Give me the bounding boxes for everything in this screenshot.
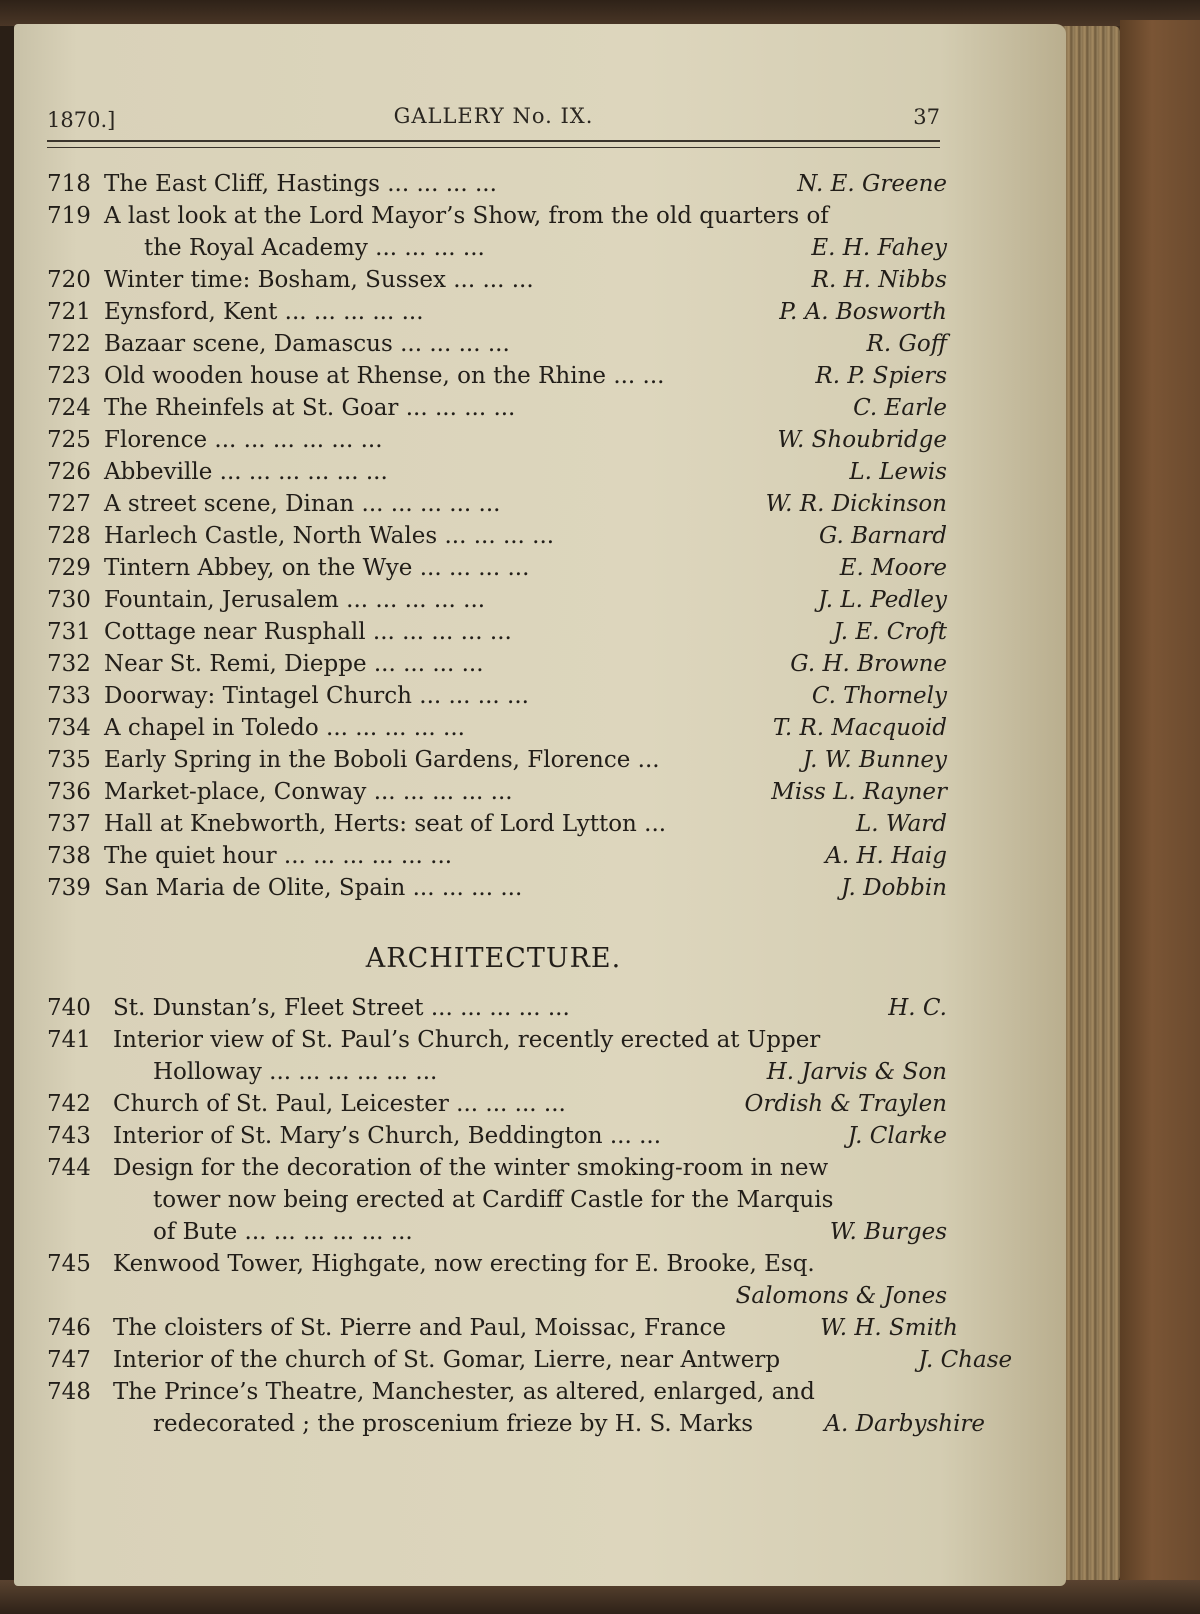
entry-number: 731 xyxy=(47,619,91,645)
entry-number: 726 xyxy=(47,459,91,485)
catalogue-entry xyxy=(47,872,947,904)
entry-artist: Miss L. Rayner xyxy=(771,779,947,805)
entry-number: 736 xyxy=(47,779,91,805)
header-title: GALLERY No. IX. xyxy=(393,104,594,128)
entry-number: 724 xyxy=(47,395,91,421)
catalogue-entry xyxy=(47,1056,947,1088)
catalogue-entry xyxy=(47,360,947,392)
catalogue-entry xyxy=(47,552,947,584)
catalogue-entry xyxy=(47,1376,947,1408)
catalogue-entry xyxy=(47,1120,947,1152)
entry-title: San Maria de Olite, Spain ... ... ... ... xyxy=(104,875,523,901)
header-rule-thin xyxy=(47,147,940,148)
entry-number-blank xyxy=(47,1184,111,1216)
entry-title: Market-place, Conway ... ... ... ... ... xyxy=(104,779,513,805)
entry-number: 734 xyxy=(47,715,91,741)
entry-number: 742 xyxy=(47,1091,91,1117)
entry-number: 735 xyxy=(47,747,91,773)
catalogue-entry xyxy=(47,1216,947,1248)
architecture-list xyxy=(47,992,1013,1440)
entry-title: The Prince’s Theatre, Manchester, as altered, enlarged, and xyxy=(113,1379,815,1405)
entry-artist: E. H. Fahey xyxy=(811,235,947,261)
entry-number: 739 xyxy=(47,875,91,901)
entry-title: Abbeville ... ... ... ... ... ... xyxy=(104,459,388,485)
catalogue-entry xyxy=(47,264,947,296)
entry-number: 722 xyxy=(47,331,91,357)
entry-title: The East Cliff, Hastings ... ... ... ... xyxy=(104,171,497,197)
catalogue-entry xyxy=(47,584,947,616)
book-cover-left xyxy=(0,0,14,1614)
entry-number-blank xyxy=(47,232,102,264)
entry-title: Bazaar scene, Damascus ... ... ... ... xyxy=(104,331,510,357)
entry-artist: J. E. Croft xyxy=(833,619,947,645)
running-header xyxy=(47,100,940,140)
book-cover-top xyxy=(0,0,1200,26)
entry-title: Harlech Castle, North Wales ... ... ... ... xyxy=(104,523,555,549)
entry-title: Florence ... ... ... ... ... ... xyxy=(104,427,383,453)
entry-title: St. Dunstan’s, Fleet Street ... ... ... ... ... xyxy=(113,995,570,1021)
entry-artist: Ordish & Traylen xyxy=(744,1091,947,1117)
entry-number: 747 xyxy=(47,1347,91,1373)
entry-artist: R. Goff xyxy=(866,331,947,357)
entry-title: Early Spring in the Boboli Gardens, Florence ... xyxy=(104,747,660,773)
catalogue-entry xyxy=(47,296,947,328)
entry-artist: H. C. xyxy=(888,995,947,1021)
entry-number: 718 xyxy=(47,171,91,197)
entry-title: Interior view of St. Paul’s Church, recently erected at Upper xyxy=(113,1027,821,1053)
catalogue-list xyxy=(47,168,947,904)
entry-artist: J. W. Bunney xyxy=(802,747,947,773)
catalogue-entry xyxy=(47,616,947,648)
entry-artist: G. H. Browne xyxy=(790,651,947,677)
catalogue-entry xyxy=(47,680,947,712)
catalogue-entry xyxy=(47,744,947,776)
entry-number: 746 xyxy=(47,1315,91,1341)
entry-number: 730 xyxy=(47,587,91,613)
header-rule xyxy=(47,140,940,142)
entry-title-blank xyxy=(113,1280,715,1312)
entry-number: 719 xyxy=(47,203,91,229)
entry-number-blank xyxy=(47,1056,111,1088)
entry-artist: L. Lewis xyxy=(849,459,947,485)
entry-artist: G. Barnard xyxy=(818,523,947,549)
catalogue-entry xyxy=(47,712,947,744)
catalogue-entry xyxy=(47,488,947,520)
entry-number-blank xyxy=(47,1216,111,1248)
entry-title: Tintern Abbey, on the Wye ... ... ... ... xyxy=(104,555,530,581)
entry-artist: L. Ward xyxy=(856,811,947,837)
entry-artist: C. Thornely xyxy=(811,683,947,709)
entry-title: Interior of the church of St. Gomar, Lierre, near Antwerp xyxy=(113,1347,781,1373)
entry-artist: C. Earle xyxy=(853,395,947,421)
entry-artist: J. Clarke xyxy=(847,1123,947,1149)
catalogue-entry xyxy=(47,328,947,360)
entry-title: Fountain, Jerusalem ... ... ... ... ... xyxy=(104,587,486,613)
entry-artist-blank xyxy=(822,1024,1052,1056)
entry-number: 723 xyxy=(47,363,91,389)
entry-number: 740 xyxy=(47,995,91,1021)
entry-title: The quiet hour ... ... ... ... ... ... xyxy=(104,843,453,869)
entry-artist: N. E. Greene xyxy=(797,171,947,197)
entry-number: 732 xyxy=(47,651,91,677)
section-heading: ARCHITECTURE. xyxy=(365,943,622,974)
catalogue-entry xyxy=(47,392,947,424)
page-number: 37 xyxy=(913,105,940,129)
entry-artist: W. Shoubridge xyxy=(777,427,947,453)
entry-artist: A. Darbyshire xyxy=(824,1411,986,1437)
entry-number: 729 xyxy=(47,555,91,581)
entry-number: 728 xyxy=(47,523,91,549)
book-spine xyxy=(1120,20,1200,1590)
entry-number: 738 xyxy=(47,843,91,869)
entry-title: The Rheinfels at St. Goar ... ... ... ... xyxy=(104,395,516,421)
catalogue-entry xyxy=(47,1024,947,1056)
entry-artist: E. Moore xyxy=(839,555,947,581)
entry-title-continued: of Bute ... ... ... ... ... ... xyxy=(153,1219,413,1245)
entry-number-blank xyxy=(47,1408,111,1440)
catalogue-entry xyxy=(47,1408,986,1440)
catalogue-entry xyxy=(47,456,947,488)
catalogue-entry xyxy=(47,1280,947,1312)
entry-title: The cloisters of St. Pierre and Paul, Moissac, France xyxy=(113,1315,726,1341)
entry-number: 743 xyxy=(47,1123,91,1149)
catalogue-entry xyxy=(47,1312,958,1344)
entry-artist: T. R. Macquoid xyxy=(772,715,947,741)
entry-number: 748 xyxy=(47,1379,91,1405)
entry-number: 741 xyxy=(47,1027,91,1053)
entry-title: A chapel in Toledo ... ... ... ... ... xyxy=(104,715,465,741)
entry-artist-blank xyxy=(817,1376,1047,1408)
entry-title: Design for the decoration of the winter smoking-room in new xyxy=(113,1155,829,1181)
catalogue-entry xyxy=(47,840,947,872)
catalogue-entry xyxy=(47,520,947,552)
entry-title-continued: tower now being erected at Cardiff Castle for the Marquis xyxy=(153,1187,834,1213)
entry-artist: A. H. Haig xyxy=(825,843,947,869)
entry-title: Kenwood Tower, Highgate, now erecting for E. Brooke, Esq. xyxy=(113,1251,815,1277)
catalogue-entry xyxy=(47,648,947,680)
entry-artist: W. Burges xyxy=(829,1219,947,1245)
entry-artist: W. H. Smith xyxy=(820,1315,958,1341)
entry-title-continued: the Royal Academy ... ... ... ... xyxy=(144,235,485,261)
entry-number: 727 xyxy=(47,491,91,517)
entry-artist: R. H. Nibbs xyxy=(811,267,947,293)
entry-artist: J. Dobbin xyxy=(841,875,947,901)
entry-artist: H. Jarvis & Son xyxy=(766,1059,947,1085)
entry-artist: P. A. Bosworth xyxy=(779,299,947,325)
entry-artist: R. P. Spiers xyxy=(815,363,947,389)
entry-artist-blank xyxy=(831,200,1046,232)
catalogue-entry xyxy=(47,1152,947,1184)
catalogue-entry xyxy=(47,1248,947,1280)
entry-title: Hall at Knebworth, Herts: seat of Lord Lytton ... xyxy=(104,811,667,837)
entry-number: 725 xyxy=(47,427,91,453)
entry-number: 720 xyxy=(47,267,91,293)
entry-title: A last look at the Lord Mayor’s Show, from the old quarters of xyxy=(104,203,829,229)
entry-title: Doorway: Tintagel Church ... ... ... ... xyxy=(104,683,529,709)
entry-number: 745 xyxy=(47,1251,91,1277)
entry-artist-blank xyxy=(817,1248,1047,1280)
entry-number: 733 xyxy=(47,683,91,709)
entry-number: 721 xyxy=(47,299,91,325)
header-year: 1870.] xyxy=(47,108,116,132)
catalogue-entry xyxy=(47,1344,1013,1376)
entry-number: 737 xyxy=(47,811,91,837)
entry-title: Near St. Remi, Dieppe ... ... ... ... xyxy=(104,651,484,677)
entry-number: 744 xyxy=(47,1155,91,1181)
entry-title: Interior of St. Mary’s Church, Beddington ... ... xyxy=(113,1123,662,1149)
entry-title-continued: redecorated ; the proscenium frieze by H. S. Marks xyxy=(153,1411,754,1437)
catalogue-entry xyxy=(47,1088,947,1120)
catalogue-entry xyxy=(47,232,947,264)
entry-title: Old wooden house at Rhense, on the Rhine ... ... xyxy=(104,363,665,389)
entry-title: A street scene, Dinan ... ... ... ... ... xyxy=(104,491,501,517)
entry-artist: W. R. Dickinson xyxy=(765,491,947,517)
catalogue-entry xyxy=(47,424,947,456)
entry-number-blank xyxy=(47,1280,111,1312)
entry-title: Cottage near Rusphall ... ... ... ... ... xyxy=(104,619,512,645)
entry-artist-blank xyxy=(830,1152,1060,1184)
catalogue-entry xyxy=(47,992,947,1024)
catalogue-entry xyxy=(47,808,947,840)
entry-title: Winter time: Bosham, Sussex ... ... ... xyxy=(104,267,534,293)
entry-title-continued: Holloway ... ... ... ... ... ... xyxy=(153,1059,438,1085)
entry-title: Eynsford, Kent ... ... ... ... ... xyxy=(104,299,424,325)
catalogue-entry xyxy=(47,776,947,808)
catalogue-entry xyxy=(47,168,947,200)
catalogue-entry xyxy=(47,1184,947,1216)
entry-artist: J. Chase xyxy=(918,1347,1013,1373)
entry-artist-blank xyxy=(835,1184,1065,1216)
entry-artist: Salomons & Jones xyxy=(735,1283,947,1309)
catalogue-entry xyxy=(47,200,947,232)
entry-title: Church of St. Paul, Leicester ... ... ... ... xyxy=(113,1091,566,1117)
entry-artist: J. L. Pedley xyxy=(818,587,947,613)
